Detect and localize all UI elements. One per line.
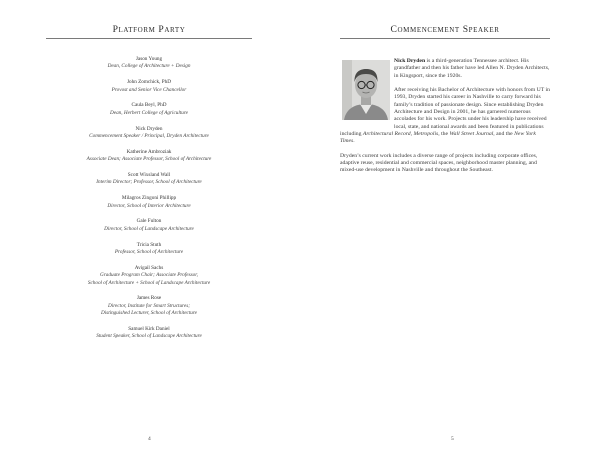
member-title: Distinguished Lecturer, School of Architecture [100,310,197,317]
party-member [46,326,252,341]
member-title: Interim Director; Professor, School of Architecture [96,179,202,186]
party-member [46,79,252,94]
party-member [46,172,252,187]
bio-text: , [410,131,414,138]
member-title: Commencement Speaker / Principal, Dryden Architecture [89,133,209,140]
member-title: Provost and Senior Vice Chancellor [111,86,187,93]
heading-rule [46,38,252,39]
party-member [46,295,252,317]
member-title: Director, School of Landscape Architecture [104,225,194,232]
page-number: 4 [148,436,151,442]
member-title: Dean, Herbert College of Agriculture [110,109,188,116]
party-member [46,195,252,210]
bio-text: After receiving his Bachelor of Architecture with honors from UT in 1993, Dryden started his career in Nashville to carry forward his family’s tradition of passionate design. Since establishing Dryden Architecture and Design in 2001, he has garnered numerous accolades for his work. Projects under his leadership have received local, state, and national awards and been featured in publications including [340,87,550,138]
bio-text: , and the [493,131,515,138]
member-name: Nick Dryden [135,125,163,132]
party-member [46,149,252,164]
member-name: Gale Fulton [136,218,162,225]
bio-text: . [353,138,355,145]
publication-title: Wall Street Journal [449,131,494,138]
member-name: Avigail Sachs [134,264,164,271]
publication-title: Metropolis [413,131,439,138]
member-title: Professor, School of Architecture [114,249,184,256]
bio-paragraph-3: Dryden’s current work includes a diverse range of projects including corporate offices, adaptive reuse, residential and commercial spaces, neighborhood master planning, and mixed-use development in Nashville and throughout the Southeast. [340,152,538,174]
member-name: John Zomchick, PhD [127,79,171,86]
member-title: Director, School of Interior Architecture [107,202,191,209]
member-title: Director, Institute for Smart Structures; [108,302,190,309]
member-name: Caula Beyl, PhD [131,102,167,109]
heading-rule [340,38,550,39]
member-name: James Rose [136,295,162,302]
member-title: Graduate Program Chair; Associate Professor, [100,272,198,279]
speaker-name: Nick Dryden [394,58,426,64]
party-member [46,265,252,287]
member-name: Tricia Stuth [136,241,162,248]
platform-party-heading: Platform Party [112,24,186,35]
publication-title: Architectural Record [362,131,411,138]
platform-party-list [46,56,252,349]
member-title: Dean, College of Architecture + Design [107,63,191,70]
member-title: Associate Dean; Associate Professor, School of Architecture [86,156,212,163]
member-name: Milagros Zingoni Phillipp [121,195,177,202]
right-page [300,0,600,450]
member-name: Katherine Ambroziak [126,148,172,155]
commencement-speaker-heading: Commencement Speaker [390,24,500,35]
party-member [46,242,252,257]
party-member [46,56,252,71]
bio-text: , the [438,131,450,138]
party-member [46,218,252,233]
member-title: School of Architecture + School of Landscape Architecture [87,279,211,286]
bio-text: is a third-generation Tennessee architect. His grandfather and then his father have led Allen N. Dryden Architects, in Kingsport, since the 1920s. [394,58,550,79]
member-name: Scott Wixsland Wall [127,172,171,179]
member-name: Jason Young [135,56,163,62]
photo-spacer [340,58,394,128]
speaker-bio [340,58,550,182]
member-title: Student Speaker, School of Landscape Architecture [96,333,202,340]
party-member [46,126,252,141]
member-name: Samuel Kirk Daniel [128,326,170,333]
publication-title: New York Times [340,131,536,145]
page-number: 5 [451,436,454,442]
party-member [46,102,252,117]
